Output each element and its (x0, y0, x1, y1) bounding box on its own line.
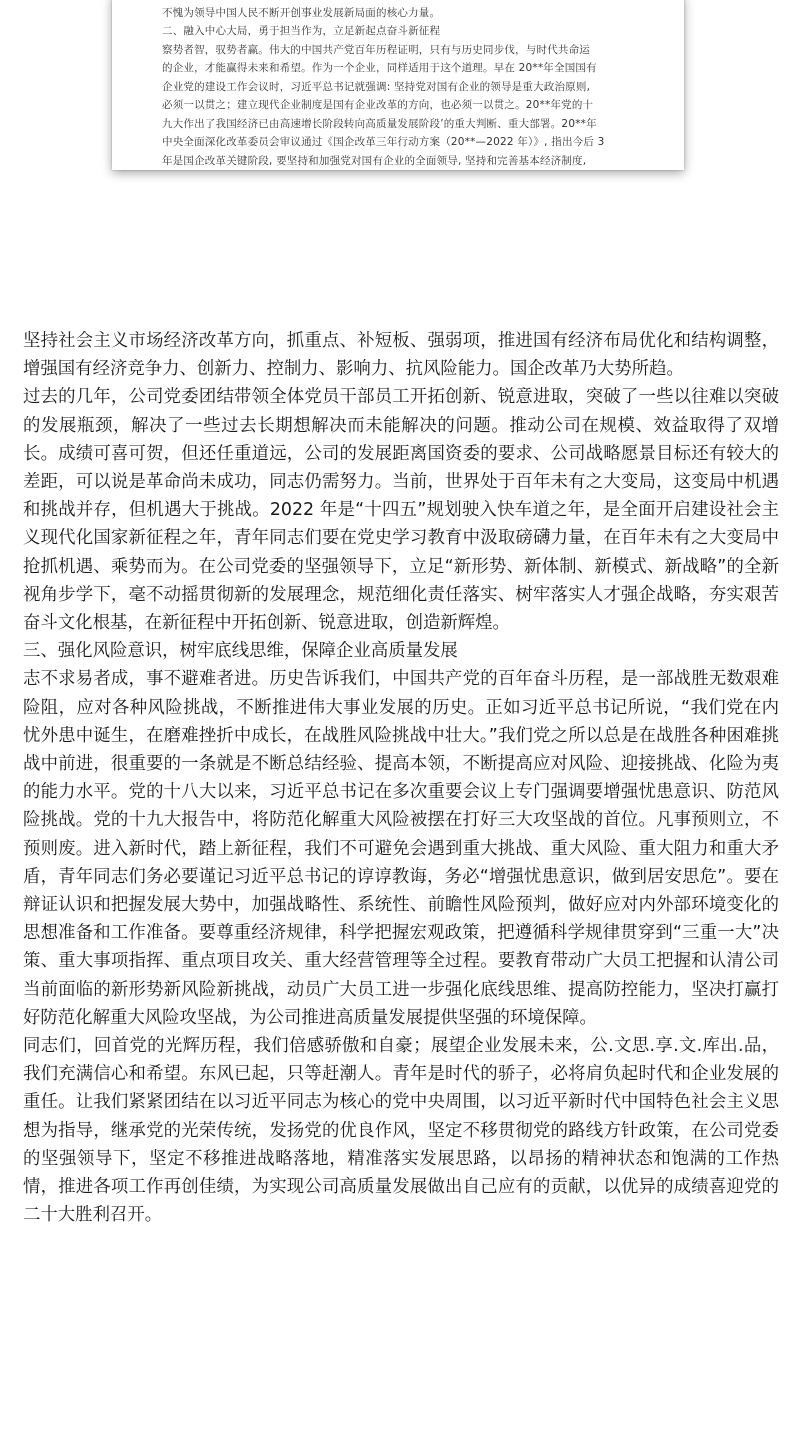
section-heading-3: 三、强化风险意识，树牢底线思维，保障企业高质量发展 (23, 641, 458, 662)
document-preview-card (112, 0, 684, 170)
preview-line: 中央全面深化改革委员会审议通过《国企改革三年行动方案（20**—2022 年）》, 指出今后 3 (162, 136, 605, 148)
preview-line: 察势者智，驭势者赢。伟大的中国共产党百年历程证明，只有与历史同步伐，与时代共命运 (162, 43, 590, 56)
preview-line: 二、融入中心大局，勇于担当作为，立足新起点奋斗新征程 (162, 25, 441, 37)
preview-line: 必须一以贯之；建立现代企业制度是国有企业改革的方向，也必须一以贯之。20**年党的十 (162, 99, 594, 111)
paragraph-past-years: 过去的几年，公司党委团结带领全体党员干部员工开拓创新、锐意进取，突破了一些以往难以突破的发展瓶颈，解决了一些过去长期想解决而未能解决的问题。推动公司在规模、效益取得了双增长。成绩可喜可贺，但还任重道远，公司的发展距离国资委的要求、公司战略愿景目标还有较大的差距，可以说是革命尚未成功，同志仍需努力。当前，世界处于百年未有之大变局，这变局中机遇和挑战并存，但机遇大于挑战。2022 年是“十四五”规划驶入快车道之年，是全面开启建设社会主义现代化国家新征程之年，青年同志们要在党史学习教育中汲取磅礴力量，在百年未有之大变局中抢抓机遇、乘势而为。在公司党委的坚强领导下，立足“新形势、新体制、新模式、新战略”的全新视角步学下，毫不动摇贯彻新的发展理念，规范细化责任落实、树牢落实人才强企战略，夯实艰苦奋斗文化根基，在新征程中开拓创新、锐意进取，创造新辉煌。 (23, 387, 779, 634)
preview-line: 企业党的建设工作会议时，习近平总书记就强调: 坚持党对国有企业的领导是重大政治原则, (162, 80, 591, 93)
paragraph-risk: 志不求易者成，事不避难者进。历史告诉我们，中国共产党的百年奋斗历程，是一部战胜无数艰难险阻，应对各种风险挑战，不断推进伟大事业发展的历史。正如习近平总书记所说，“我们党在内忧外患中诞生，在磨难挫折中成长，在战胜风险挑战中壮大。”我们党之所以总是在战胜各种困难挑战中前进，很重要的一条就是不断总结经验、提高本领，不断提高应对风险、迎接挑战、化险为夷的能力水平。党的十八大以来，习近平总书记在多次重要会议上专门强调要增强忧患意识、防范风险挑战。党的十九大报告中，将防范化解重大风险被摆在打好三大攻坚战的首位。凡事预则立，不预则废。进入新时代，踏上新征程，我们不可避免会遇到重大挑战、重大风险、重大阻力和重大矛盾，青年同志们务必要谨记习近平总书记的谆谆教诲，务必“增强忧患意识，做到居安思危”。要在辩证认识和把握发展大势中，加强战略性、系统性、前瞻性风险预判，做好应对内外部环境变化的思想准备和工作准备。要尊重经济规律，科学把握宏观政策，把遵循科学规律贯穿到“三重一大”决策、重大事项指挥、重点项目攻关、重大经营管理等全过程。要教育带动广大员工把握和认清公司当前面临的新形势新风险新挑战，动员广大员工进一步强化底线思维、提高防控能力，坚决打赢打好防范化解重大风险攻坚战，为公司推进高质量发展提供坚强的环境保障。 (23, 669, 779, 1028)
preview-line: 的企业，才能赢得未来和希望。作为一个企业，同样适用于这个道理。早在 20**年全国国有 (162, 62, 597, 74)
preview-line: 九大作出了我国经济已由高速增长阶段转向高质量发展阶段’的重大判断、重大部署。20**年 (162, 117, 597, 130)
paragraph-reform: 坚持社会主义市场经济改革方向，抓重点、补短板、强弱项，推进国有经济布局优化和结构调整，增强国有经济竞争力、创新力、控制力、影响力、抗风险能力。国企改革乃大势所趋。 (23, 331, 779, 380)
article-body (23, 327, 779, 1230)
document-preview-text (162, 0, 648, 170)
preview-line: 年是国企改革关键阶段, 要坚持和加强党对国有企业的全面领导, 坚持和完善基本经济制度, (162, 154, 587, 167)
preview-line: 不愧为领导中国人民不断开创事业发展新局面的核心力量。 (162, 6, 441, 19)
paragraph-closing: 同志们，回首党的光辉历程，我们倍感骄傲和自豪；展望企业发展未来，公.文思.享.文.库出.品，我们充满信心和希望。东风已起，只等赶潮人。青年是时代的骄子，必将肩负起时代和企业发展的重任。让我们紧紧团结在以习近平同志为核心的党中央周围，以习近平新时代中国特色社会主义思想为指导，继承党的光荣传统，发扬党的优良作风，坚定不移贯彻党的路线方针政策，在公司党委的坚强领导下，坚定不移推进战略落地，精准落实发展思路，以昂扬的精神状态和饱满的工作热情，推进各项工作再创佳绩，为实现公司高质量发展做出自己应有的贡献，以优异的成绩喜迎党的二十大胜利召开。 (23, 1036, 779, 1226)
